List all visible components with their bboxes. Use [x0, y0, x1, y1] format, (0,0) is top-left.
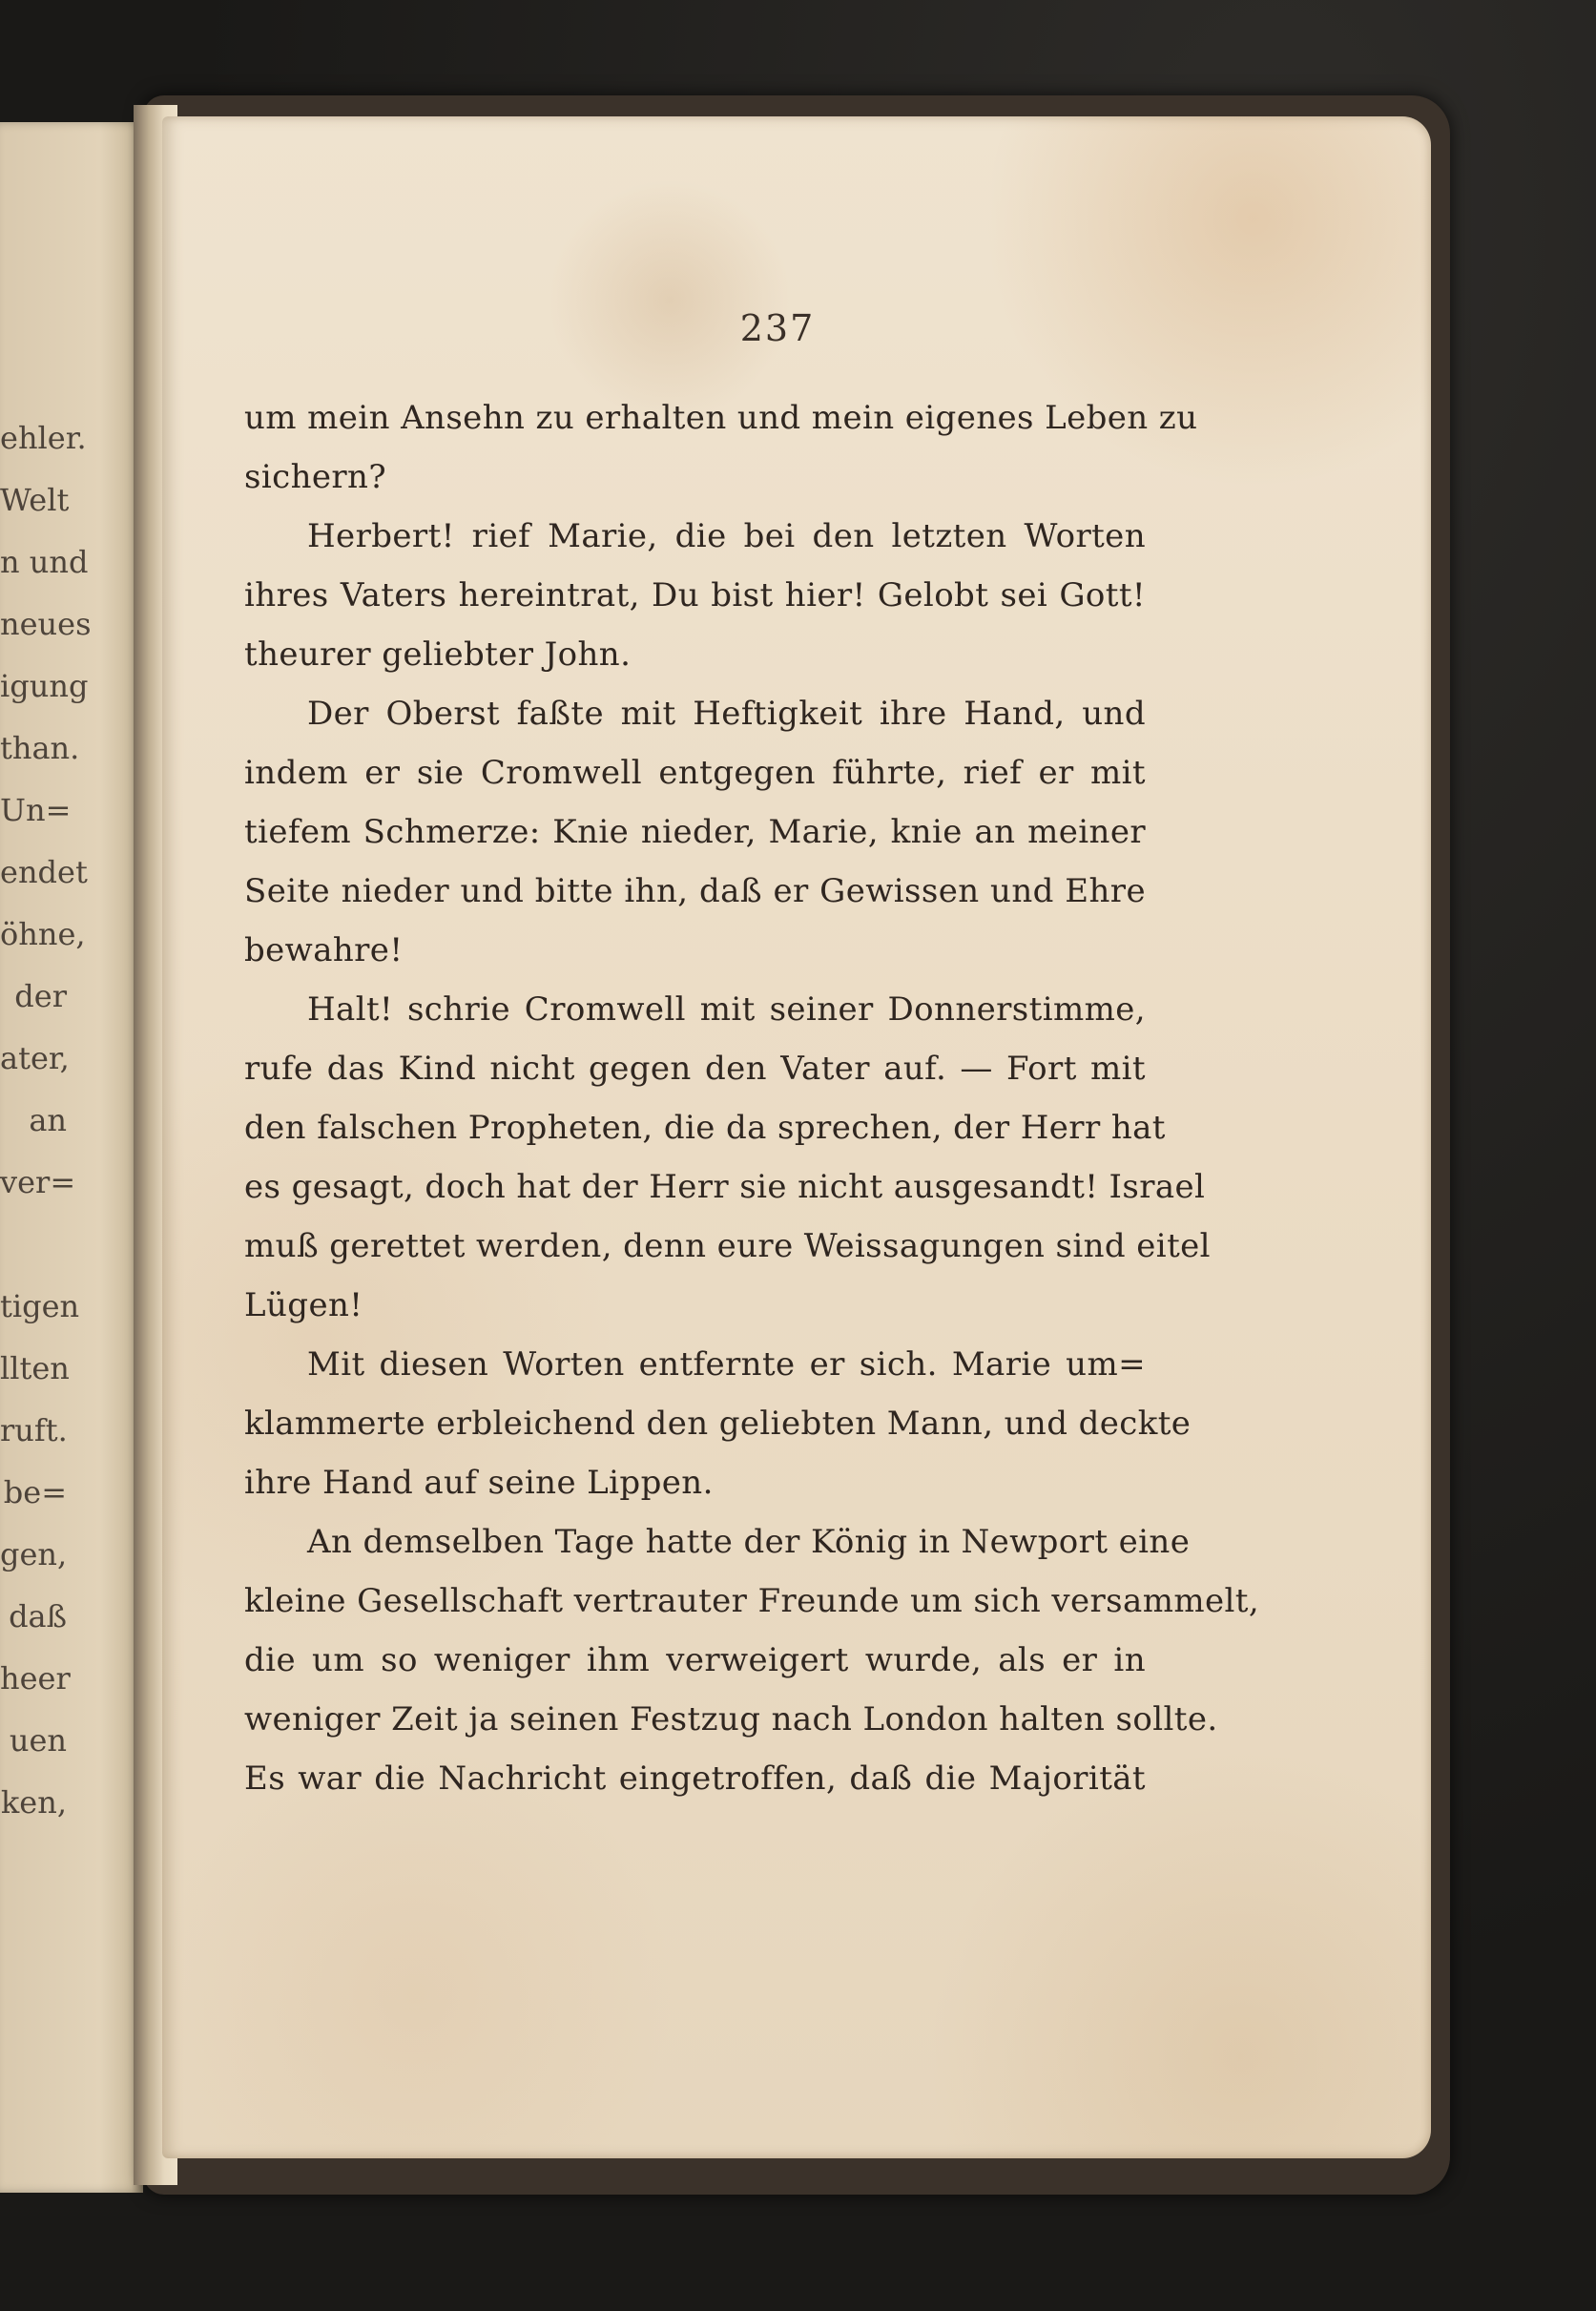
- text-line: um mein Ansehn zu erhalten und mein eigenes Leben zu: [244, 399, 1198, 437]
- text-line: rufe das Kind nicht gegen den Vater auf. — Fort mit: [244, 1050, 1146, 1088]
- text-line: Mit diesen Worten entfernte er sich. Marie um=: [307, 1345, 1146, 1384]
- book-page: [162, 116, 1431, 2158]
- previous-page-text-fragment: ater,: [0, 1040, 70, 1076]
- text-line: Herbert! rief Marie, die bei den letzten Worten: [307, 517, 1146, 555]
- previous-page-text-fragment: endet: [0, 854, 88, 890]
- previous-page-text-fragment: n und: [0, 544, 89, 580]
- text-line: klammerte erbleichend den geliebten Mann, und deckte: [244, 1405, 1192, 1443]
- text-line: muß gerettet werden, denn eure Weissagungen sind eitel: [244, 1227, 1211, 1265]
- text-line: tiefem Schmerze: Knie nieder, Marie, knie an meiner: [244, 813, 1146, 851]
- previous-page-text-fragment: an: [29, 1102, 67, 1138]
- text-line: ihres Vaters hereintrat, Du bist hier! Gelobt sei Gott!: [244, 576, 1146, 614]
- page-number: 237: [739, 307, 816, 349]
- text-line: An demselben Tage hatte der König in Newport eine: [307, 1523, 1191, 1561]
- previous-page-text-fragment: be=: [3, 1474, 67, 1510]
- previous-page-text-fragment: daß: [9, 1598, 67, 1634]
- previous-page-text-fragment: ver=: [0, 1164, 76, 1200]
- previous-page-text-fragment: der: [14, 978, 67, 1014]
- previous-page-edge: [0, 122, 143, 2193]
- text-line: den falschen Propheten, die da sprechen, der Herr hat: [244, 1109, 1166, 1147]
- previous-page-text-fragment: than.: [0, 730, 80, 766]
- previous-page-text-fragment: neues: [0, 606, 92, 642]
- text-line: theurer geliebter John.: [244, 635, 632, 674]
- text-line: Lügen!: [244, 1286, 363, 1324]
- previous-page-text-fragment: uen: [9, 1722, 67, 1759]
- previous-page-text-fragment: tigen: [0, 1288, 80, 1324]
- text-line: kleine Gesellschaft vertrauter Freunde um sich versammelt,: [244, 1582, 1260, 1620]
- text-line: Seite nieder und bitte ihn, daß er Gewissen und Ehre: [244, 872, 1146, 910]
- previous-page-text-fragment: ken,: [0, 1784, 67, 1821]
- text-line: weniger Zeit ja seinen Festzug nach London halten sollte.: [244, 1700, 1218, 1738]
- text-line: Der Oberst faßte mit Heftigkeit ihre Hand, und: [307, 695, 1146, 733]
- page-text: [244, 388, 1260, 1808]
- previous-page-text-fragment: heer: [0, 1660, 71, 1697]
- previous-page-text-fragment: öhne,: [0, 916, 86, 952]
- previous-page-text-fragment: Welt: [0, 482, 70, 518]
- text-line: bewahre!: [244, 931, 404, 969]
- previous-page-text-fragment: gen,: [0, 1536, 68, 1572]
- previous-page-text-fragment: ehler.: [0, 420, 87, 456]
- text-line: sichern?: [244, 458, 386, 496]
- text-line: ihre Hand auf seine Lippen.: [244, 1464, 714, 1502]
- text-line: Halt! schrie Cromwell mit seiner Donnerstimme,: [307, 990, 1146, 1029]
- previous-page-text-fragment: igung: [0, 668, 89, 704]
- text-line: die um so weniger ihm verweigert wurde, als er in: [244, 1641, 1146, 1679]
- previous-page-text-fragment: ruft.: [0, 1412, 68, 1448]
- text-line: es gesagt, doch hat der Herr sie nicht ausgesandt! Israel: [244, 1168, 1206, 1206]
- text-line: Es war die Nachricht eingetroffen, daß die Majorität: [244, 1759, 1146, 1798]
- previous-page-text-fragment: Un=: [0, 792, 72, 828]
- text-line: indem er sie Cromwell entgegen führte, rief er mit: [244, 754, 1146, 792]
- previous-page-text-fragment: llten: [0, 1350, 70, 1386]
